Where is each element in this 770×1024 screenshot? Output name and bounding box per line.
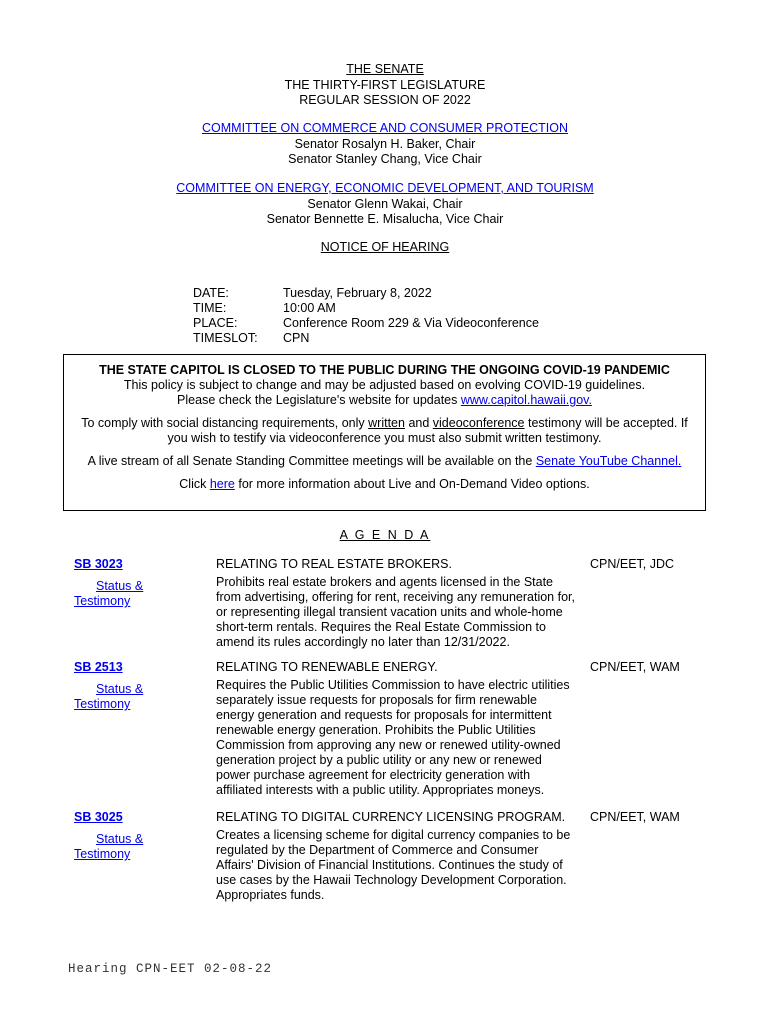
bill-link[interactable]: SB 3025: [74, 810, 123, 824]
committee-cpn-vice-chair: Senator Stanley Chang, Vice Chair: [288, 152, 482, 166]
bill-description: [216, 810, 578, 903]
status-label: Status &: [96, 579, 144, 593]
bill-title: RELATING TO RENEWABLE ENERGY.: [216, 660, 438, 674]
committee-eet-vice-chair: Senator Bennette E. Misalucha, Vice Chair: [266, 212, 504, 226]
agenda-item: [74, 810, 694, 905]
agenda-item: [74, 557, 694, 652]
bill-summary: Prohibits real estate brokers and agents licensed in the State from advertising, offering for rent, receiving any remuneration for, or representing illegal transient vacation units and whole-home short-term rentals. Requires the Real Estate Commission to amend its rules accordingly no later than 12/31/2022.: [216, 575, 575, 649]
place-row: [193, 316, 539, 331]
timeslot-label: TIMESLOT:: [193, 331, 258, 345]
click-suffix: for more information about Live and On-Demand Video options.: [234, 477, 590, 491]
session-title: REGULAR SESSION OF 2022: [299, 93, 471, 107]
testimony-label: Testimony: [74, 697, 131, 711]
agenda-item: [74, 660, 694, 800]
committee-cpn-chair: Senator Rosalyn H. Baker, Chair: [294, 136, 476, 151]
committee-cpn: [0, 121, 770, 168]
senate-title: THE SENATE: [346, 62, 424, 76]
date-value: Tuesday, February 8, 2022: [283, 286, 432, 300]
hearing-details: [193, 286, 539, 346]
testimony-label: Testimony: [74, 594, 131, 608]
status-label: Status &: [96, 682, 144, 696]
committee-eet-chair: Senator Glenn Wakai, Chair: [307, 196, 463, 211]
website-line: [64, 393, 705, 408]
notice-of-hearing-heading: [0, 240, 770, 256]
document-header: [0, 62, 770, 109]
timeslot-value: CPN: [283, 331, 310, 345]
bill-title: RELATING TO REAL ESTATE BROKERS.: [216, 557, 452, 571]
testimony-suffix: testimony will be accepted. If: [524, 416, 688, 430]
bill-link[interactable]: SB 3023: [74, 557, 123, 571]
written-link[interactable]: written: [368, 416, 405, 430]
status-testimony-link[interactable]: [74, 832, 184, 862]
senate-youtube-link[interactable]: Senate YouTube Channel.: [535, 454, 682, 468]
notice-title: NOTICE OF HEARING: [320, 240, 450, 254]
testimony-and: and: [404, 416, 433, 430]
place-value: Conference Room 229 & Via Videoconference: [283, 316, 539, 330]
covid-policy: This policy is subject to change and may be adjusted based on evolving COVID-19 guidelines.: [123, 378, 646, 392]
covid-notice-box: [63, 354, 706, 511]
bill-title: RELATING TO DIGITAL CURRENCY LICENSING PROGRAM.: [216, 810, 566, 824]
bill-link[interactable]: SB 2513: [74, 660, 123, 674]
bill-referral: CPN/EET, JDC: [590, 557, 675, 571]
testimony-line-2: you wish to testify via videoconference you must also submit written testimony.: [167, 431, 602, 445]
covid-heading: THE STATE CAPITOL IS CLOSED TO THE PUBLIC DURING THE ONGOING COVID-19 PANDEMIC: [99, 363, 670, 377]
date-label: DATE:: [193, 286, 229, 300]
place-label: PLACE:: [193, 316, 238, 330]
videoconference-link[interactable]: videoconference: [432, 416, 525, 430]
time-row: [193, 301, 539, 316]
testimony-prefix: To comply with social distancing requirements, only: [81, 416, 369, 430]
bill-summary: Requires the Public Utilities Commission to have electric utilities separately issue requests for proposals for firm renewable energy generation and requests for proposals for intermittent renewable energy generation. Prohibits the Public Utilities Commission from approving any new or renewed utility-owned generation project by a public utility or any new or renewed power purchase agreement for electricity generation with affiliated interests with a public utility. Appropriates moneys.: [216, 678, 570, 797]
date-row: [193, 286, 539, 301]
video-options-line: [64, 477, 705, 492]
live-stream-prefix: A live stream of all Senate Standing Committee meetings will be available on the: [87, 454, 536, 468]
page-footer: Hearing CPN-EET 02-08-22: [68, 962, 273, 976]
agenda-heading: [0, 528, 770, 542]
status-testimony-link[interactable]: [74, 579, 184, 609]
bill-description: [216, 660, 578, 798]
committee-eet: [0, 181, 770, 228]
bill-summary: Creates a licensing scheme for digital currency companies to be regulated by the Department of Commerce and Consumer Affairs' Division of Financial Institutions. Continues the study of use cases by the Hawaii Technology Development Corporation. Appropriates funds.: [216, 828, 571, 902]
bill-description: [216, 557, 578, 650]
timeslot-row: [193, 331, 539, 346]
click-prefix: Click: [179, 477, 210, 491]
here-link[interactable]: here: [209, 477, 235, 491]
committee-cpn-link[interactable]: COMMITTEE ON COMMERCE AND CONSUMER PROTECTION: [202, 121, 568, 135]
testimony-line: [64, 416, 705, 431]
testimony-label: Testimony: [74, 847, 131, 861]
website-prefix: Please check the Legislature's website for updates: [177, 393, 461, 407]
committee-eet-link[interactable]: COMMITTEE ON ENERGY, ECONOMIC DEVELOPMENT, AND TOURISM: [176, 181, 594, 195]
time-value: 10:00 AM: [283, 301, 336, 315]
capitol-website-link[interactable]: www.capitol.hawaii.gov.: [460, 393, 592, 407]
agenda-title: A G E N D A: [339, 528, 431, 542]
legislature-title: THE THIRTY-FIRST LEGISLATURE: [284, 77, 486, 92]
time-label: TIME:: [193, 301, 227, 315]
status-testimony-link[interactable]: [74, 682, 184, 712]
status-label: Status &: [96, 832, 144, 846]
bill-referral: CPN/EET, WAM: [590, 810, 680, 824]
live-stream-line: [64, 454, 705, 469]
bill-referral: CPN/EET, WAM: [590, 660, 680, 674]
